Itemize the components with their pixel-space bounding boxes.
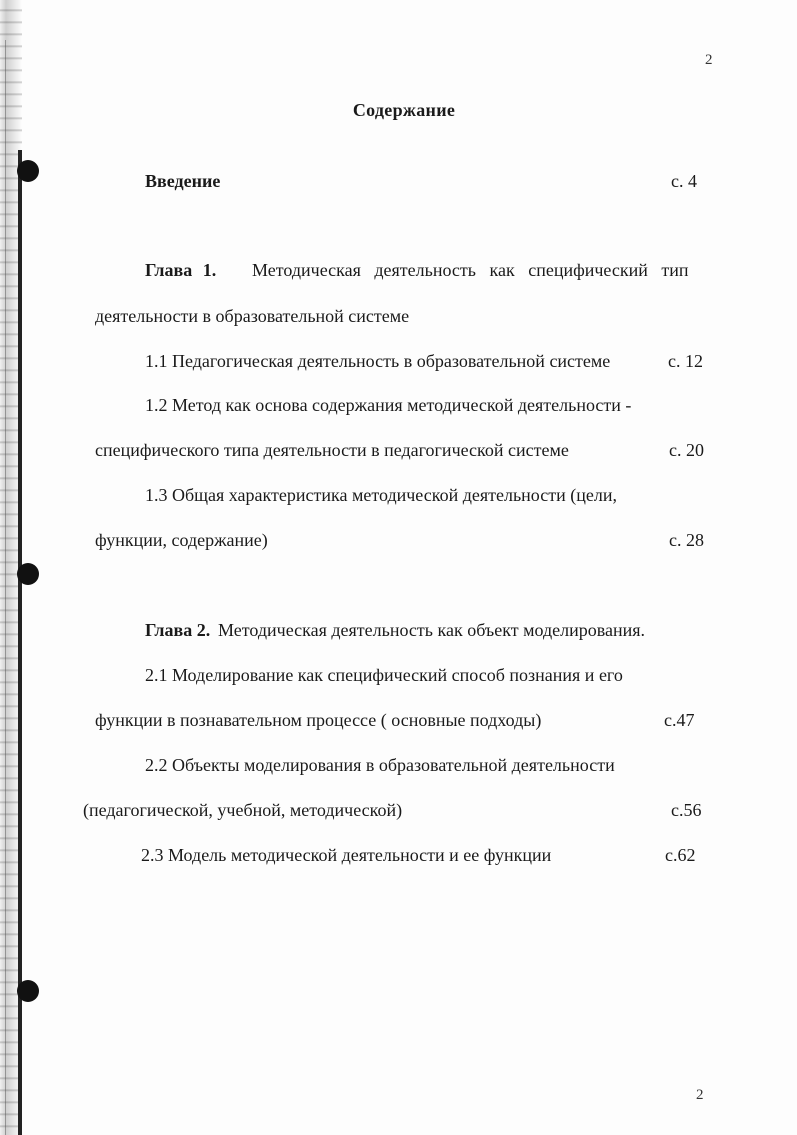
section-2-1-text-line2: функции в познавательном процессе ( основные подходы) <box>95 710 542 730</box>
section-2-3-text: 2.3 Модель методической деятельности и ее функции <box>141 845 552 865</box>
intro-label: Введение <box>145 171 221 191</box>
page-number-top: 2 <box>705 52 713 68</box>
punch-hole-2 <box>17 563 39 585</box>
section-2-3-page: с.62 <box>665 845 696 865</box>
section-2-2-text-line1: 2.2 Объекты моделирования в образовательной деятельности <box>145 755 615 775</box>
section-1-2-text-line1: 1.2 Метод как основа содержания методической деятельности - <box>145 395 632 415</box>
section-1-1-page: с. 12 <box>668 351 703 371</box>
intro-page: с. 4 <box>671 171 697 191</box>
scan-edge-line <box>5 40 6 1135</box>
chapter1-title-line2: деятельности в образовательной системе <box>95 306 410 326</box>
section-1-2-page: с. 20 <box>669 440 704 460</box>
chapter1-label: Глава 1. <box>145 260 217 280</box>
section-2-2-page: с.56 <box>671 800 702 820</box>
punch-hole-3 <box>17 980 39 1002</box>
chapter1-title-line1: Методическая деятельность как специфический тип <box>252 260 689 280</box>
page-title: Содержание <box>352 100 456 120</box>
section-2-1-text-line1: 2.1 Моделирование как специфический способ познания и его <box>145 665 623 685</box>
section-1-3-text-line1: 1.3 Общая характеристика методической деятельности (цели, <box>145 485 617 505</box>
chapter2-title: Методическая деятельность как объект моделирования. <box>218 620 646 640</box>
section-2-2-text-line2: (педагогической, учебной, методической) <box>83 800 403 820</box>
chapter2-label: Глава 2. <box>145 620 211 640</box>
punch-hole-1 <box>17 160 39 182</box>
page-number-bottom: 2 <box>696 1087 704 1103</box>
section-1-3-text-line2: функции, содержание) <box>95 530 268 550</box>
section-2-1-page: с.47 <box>664 710 695 730</box>
section-1-2-text-line2: специфического типа деятельности в педагогической системе <box>95 440 569 460</box>
section-1-1-text: 1.1 Педагогическая деятельность в образовательной системе <box>145 351 611 371</box>
section-1-3-page: с. 28 <box>669 530 704 550</box>
